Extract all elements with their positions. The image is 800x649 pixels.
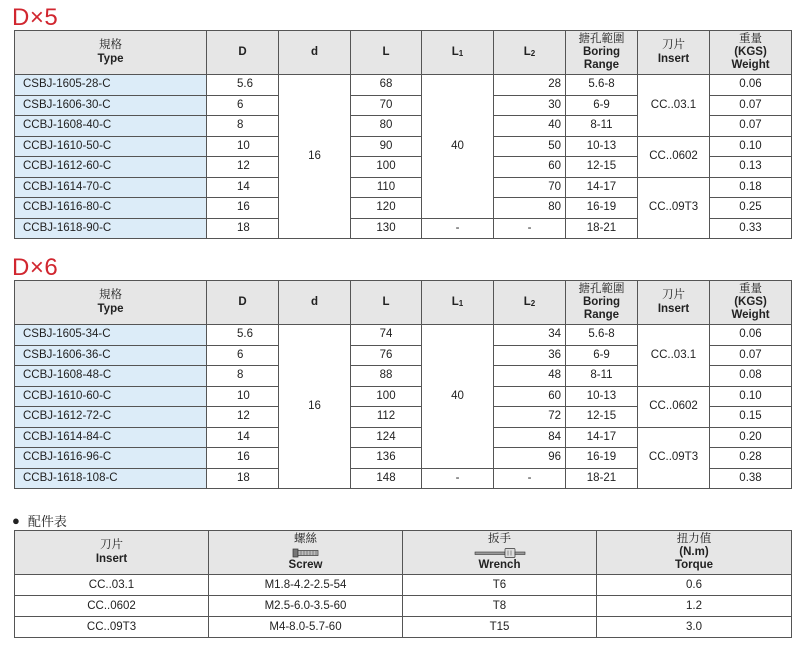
type-cell: CSBJ-1606-30-C	[15, 95, 207, 116]
wrench-cell: T8	[403, 596, 597, 617]
type-cell: CSBJ-1606-36-C	[15, 345, 207, 366]
type-cell: CCBJ-1612-60-C	[15, 157, 207, 178]
L-cell: 100	[351, 386, 422, 407]
accessories-title	[12, 511, 67, 530]
weight-cell: 0.07	[710, 95, 792, 116]
insert-cell: CC..0602	[638, 386, 710, 427]
weight-cell: 0.25	[710, 198, 792, 219]
col-d: d	[279, 281, 351, 325]
screw-cell: M2.5-6.0-3.5-60	[209, 596, 403, 617]
insert-cell: CC..0602	[638, 136, 710, 177]
L2-cell: 84	[494, 427, 566, 448]
weight-cell: 0.06	[710, 325, 792, 346]
range-cell: 14-17	[566, 177, 638, 198]
table-row	[15, 75, 792, 96]
L1-cell: 40	[422, 75, 494, 219]
D-cell: 12	[207, 157, 279, 178]
insert-cell: CC..09T3	[638, 427, 710, 489]
bullet-icon: ●	[12, 513, 20, 528]
col-L1: L1	[422, 31, 494, 75]
type-cell: CCBJ-1610-60-C	[15, 386, 207, 407]
col-L: L	[351, 31, 422, 75]
range-cell: 8-11	[566, 366, 638, 387]
insert-cell: CC..03.1	[638, 75, 710, 137]
col-screw: 螺絲 Screw	[209, 531, 403, 575]
L-cell: 90	[351, 136, 422, 157]
L-cell: 148	[351, 468, 422, 489]
range-cell: 16-19	[566, 198, 638, 219]
L1-cell: -	[422, 218, 494, 239]
col-type: 規格 Type	[15, 31, 207, 75]
L-cell: 112	[351, 407, 422, 428]
L-cell: 70	[351, 95, 422, 116]
L-cell: 136	[351, 448, 422, 469]
range-cell: 14-17	[566, 427, 638, 448]
weight-cell: 0.10	[710, 136, 792, 157]
type-cell: CCBJ-1608-40-C	[15, 116, 207, 137]
range-cell: 18-21	[566, 468, 638, 489]
range-cell: 10-13	[566, 386, 638, 407]
D-cell: 5.6	[207, 325, 279, 346]
range-cell: 16-19	[566, 448, 638, 469]
type-cell: CCBJ-1616-96-C	[15, 448, 207, 469]
D-cell: 18	[207, 218, 279, 239]
table-row	[15, 596, 792, 617]
screw-cell: M4-8.0-5.7-60	[209, 617, 403, 638]
insert-cell: CC..0602	[15, 596, 209, 617]
torque-cell: 0.6	[597, 575, 792, 596]
weight-cell: 0.18	[710, 177, 792, 198]
L-cell: 120	[351, 198, 422, 219]
range-cell: 18-21	[566, 218, 638, 239]
col-insert: 刀片 Insert	[638, 281, 710, 325]
type-cell: CCBJ-1614-84-C	[15, 427, 207, 448]
col-L1: L1	[422, 281, 494, 325]
range-cell: 6-9	[566, 95, 638, 116]
table-header-row	[15, 281, 792, 325]
table-row	[15, 325, 792, 346]
L2-cell: -	[494, 468, 566, 489]
col-boring-range: 搪孔範圍 Boring Range	[566, 31, 638, 75]
section-heading-d5: D×5	[12, 4, 59, 31]
L-cell: 110	[351, 177, 422, 198]
L-cell: 74	[351, 325, 422, 346]
col-d: d	[279, 31, 351, 75]
type-cell: CCBJ-1608-48-C	[15, 366, 207, 387]
weight-cell: 0.38	[710, 468, 792, 489]
range-cell: 12-15	[566, 157, 638, 178]
L2-cell: 70	[494, 177, 566, 198]
section-heading-d6: D×6	[12, 254, 59, 281]
insert-cell: CC..03.1	[638, 325, 710, 387]
D-cell: 8	[207, 366, 279, 387]
type-cell: CCBJ-1610-50-C	[15, 136, 207, 157]
wrench-cell: T6	[403, 575, 597, 596]
L2-cell: 80	[494, 198, 566, 219]
range-cell: 10-13	[566, 136, 638, 157]
weight-cell: 0.15	[710, 407, 792, 428]
L2-cell: 28	[494, 75, 566, 96]
type-cell: CCBJ-1612-72-C	[15, 407, 207, 428]
L2-cell: 60	[494, 386, 566, 407]
L-cell: 68	[351, 75, 422, 96]
L-cell: 76	[351, 345, 422, 366]
D-cell: 10	[207, 386, 279, 407]
type-cell: CCBJ-1616-80-C	[15, 198, 207, 219]
weight-cell: 0.13	[710, 157, 792, 178]
L-cell: 130	[351, 218, 422, 239]
table-row	[15, 177, 792, 198]
col-weight: 重量 (KGS) Weight	[710, 281, 792, 325]
type-cell: CSBJ-1605-34-C	[15, 325, 207, 346]
range-cell: 8-11	[566, 116, 638, 137]
D-cell: 6	[207, 345, 279, 366]
range-cell: 5.6-8	[566, 325, 638, 346]
L1-cell: -	[422, 468, 494, 489]
table-row	[15, 617, 792, 638]
D-cell: 8	[207, 116, 279, 137]
spec-table-d6	[14, 280, 792, 489]
L1-cell: 40	[422, 325, 494, 469]
weight-cell: 0.10	[710, 386, 792, 407]
wrench-cell: T15	[403, 617, 597, 638]
accessories-title-text: 配件表	[27, 514, 67, 529]
col-boring-range: 搪孔範圍 Boring Range	[566, 281, 638, 325]
col-L2: L2	[494, 281, 566, 325]
D-cell: 16	[207, 198, 279, 219]
torque-cell: 3.0	[597, 617, 792, 638]
table-row	[15, 136, 792, 157]
L2-cell: 96	[494, 448, 566, 469]
weight-cell: 0.06	[710, 75, 792, 96]
L2-cell: 50	[494, 136, 566, 157]
d-cell: 16	[279, 325, 351, 489]
insert-cell: CC..09T3	[638, 177, 710, 239]
col-L2: L2	[494, 31, 566, 75]
weight-cell: 0.07	[710, 345, 792, 366]
col-torque: 扭力值 (N.m) Torque	[597, 531, 792, 575]
table-row	[15, 386, 792, 407]
D-cell: 14	[207, 427, 279, 448]
D-cell: 12	[207, 407, 279, 428]
wrench-icon	[474, 547, 526, 559]
col-wrench: 扳手 Wrench	[403, 531, 597, 575]
D-cell: 5.6	[207, 75, 279, 96]
L2-cell: 36	[494, 345, 566, 366]
col-type: 規格 Type	[15, 281, 207, 325]
D-cell: 10	[207, 136, 279, 157]
screw-cell: M1.8-4.2-2.5-54	[209, 575, 403, 596]
table-header-row	[15, 531, 792, 575]
weight-cell: 0.20	[710, 427, 792, 448]
L2-cell: 34	[494, 325, 566, 346]
insert-cell: CC..03.1	[15, 575, 209, 596]
L2-cell: 48	[494, 366, 566, 387]
col-insert: 刀片 Insert	[638, 31, 710, 75]
L2-cell: -	[494, 218, 566, 239]
range-cell: 5.6-8	[566, 75, 638, 96]
col-L: L	[351, 281, 422, 325]
L-cell: 80	[351, 116, 422, 137]
weight-cell: 0.28	[710, 448, 792, 469]
range-cell: 6-9	[566, 345, 638, 366]
D-cell: 14	[207, 177, 279, 198]
type-cell: CCBJ-1618-108-C	[15, 468, 207, 489]
weight-cell: 0.08	[710, 366, 792, 387]
range-cell: 12-15	[566, 407, 638, 428]
table-header-row	[15, 31, 792, 75]
col-weight: 重量 (KGS) Weight	[710, 31, 792, 75]
D-cell: 18	[207, 468, 279, 489]
L2-cell: 60	[494, 157, 566, 178]
weight-cell: 0.33	[710, 218, 792, 239]
col-D: D	[207, 281, 279, 325]
spec-table-d5	[14, 30, 792, 239]
L2-cell: 72	[494, 407, 566, 428]
type-cell: CSBJ-1605-28-C	[15, 75, 207, 96]
type-cell: CCBJ-1614-70-C	[15, 177, 207, 198]
L-cell: 88	[351, 366, 422, 387]
L-cell: 124	[351, 427, 422, 448]
col-insert: 刀片 Insert	[15, 531, 209, 575]
L2-cell: 30	[494, 95, 566, 116]
torque-cell: 1.2	[597, 596, 792, 617]
table-row	[15, 427, 792, 448]
type-cell: CCBJ-1618-90-C	[15, 218, 207, 239]
table-row	[15, 575, 792, 596]
L2-cell: 40	[494, 116, 566, 137]
D-cell: 16	[207, 448, 279, 469]
screw-icon	[292, 547, 320, 559]
weight-cell: 0.07	[710, 116, 792, 137]
accessories-table	[14, 530, 792, 638]
D-cell: 6	[207, 95, 279, 116]
d-cell: 16	[279, 75, 351, 239]
L-cell: 100	[351, 157, 422, 178]
insert-cell: CC..09T3	[15, 617, 209, 638]
col-D: D	[207, 31, 279, 75]
